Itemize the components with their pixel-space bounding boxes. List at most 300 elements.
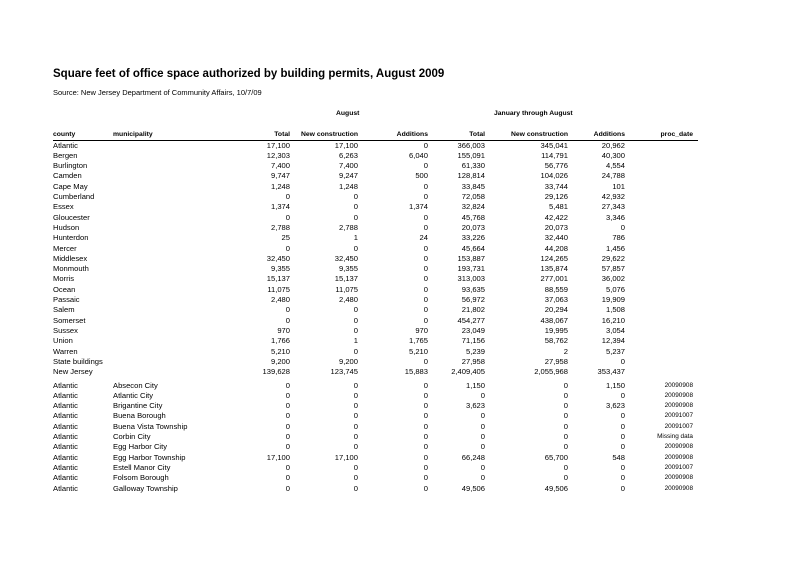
cell-new-construction: 0: [353, 421, 358, 431]
cell-county: Atlantic: [53, 380, 78, 390]
table-row: [0, 391, 800, 401]
cell-additions: 15,883: [404, 367, 428, 377]
cell-county: Passaic: [53, 295, 80, 304]
cell-ytd-additions: 0: [620, 442, 625, 452]
group-label-ytd: January through August: [494, 110, 573, 117]
table-row: [0, 141, 800, 151]
cell-county: Atlantic: [53, 401, 78, 411]
cell-proc-date: 20090908: [664, 443, 693, 451]
table-row: [0, 264, 800, 274]
cell-total: 15,137: [266, 274, 290, 284]
cell-ytd-new-construction: 56,776: [544, 161, 568, 171]
cell-additions: 0: [423, 161, 428, 171]
cell-additions: 0: [423, 212, 428, 222]
cell-ytd-total: 23,049: [461, 325, 485, 335]
cell-ytd-new-construction: 88,559: [544, 284, 568, 294]
cell-additions: 0: [423, 401, 428, 411]
cell-ytd-total: 0: [480, 442, 485, 452]
cell-ytd-new-construction: 19,995: [544, 325, 568, 335]
cell-new-construction: 123,745: [330, 367, 358, 377]
table-row: [0, 161, 800, 171]
header-additions: Additions: [396, 131, 428, 138]
header-proc-date: proc_date: [660, 131, 693, 138]
cell-proc-date: 20091007: [664, 463, 693, 471]
table-row: [0, 316, 800, 326]
cell-new-construction: 0: [353, 346, 358, 356]
cell-total: 1,248: [270, 181, 290, 191]
cell-total: 25: [281, 233, 290, 243]
cell-ytd-additions: 24,788: [601, 171, 625, 181]
cell-new-construction: 0: [353, 305, 358, 315]
cell-county: Cumberland: [53, 192, 95, 201]
table-row: [0, 171, 800, 181]
cell-county: Camden: [53, 171, 82, 181]
cell-proc-date: 20090908: [664, 474, 693, 482]
cell-county: Atlantic: [53, 462, 78, 472]
cell-municipality: Egg Harbor Township: [113, 452, 186, 462]
cell-ytd-additions: 20,962: [601, 140, 625, 150]
cell-total: 11,075: [267, 284, 290, 294]
table-row: [0, 151, 800, 161]
cell-ytd-new-construction: 124,265: [540, 253, 568, 263]
cell-total: 9,747: [270, 171, 290, 181]
cell-municipality: Buena Borough: [113, 411, 166, 421]
cell-ytd-additions: 3,054: [605, 325, 625, 335]
cell-new-construction: 9,247: [338, 171, 358, 181]
cell-ytd-total: 0: [480, 421, 485, 431]
cell-additions: 0: [423, 284, 428, 294]
cell-county: Atlantic: [53, 442, 78, 452]
cell-total: 0: [285, 432, 290, 441]
cell-ytd-additions: 12,394: [601, 336, 625, 346]
cell-ytd-additions: 4,554: [605, 161, 625, 171]
header-municipality: municipality: [113, 131, 153, 138]
cell-total: 32,450: [266, 253, 290, 263]
table-row: [0, 411, 800, 421]
cell-total: 5,210: [270, 346, 290, 356]
table-row: [0, 453, 800, 463]
cell-new-construction: 17,100: [334, 140, 358, 150]
cell-ytd-additions: 5,076: [605, 284, 625, 294]
cell-total: 970: [277, 325, 290, 335]
cell-county: Salem: [53, 305, 75, 315]
cell-additions: 500: [415, 171, 428, 181]
table-row: [0, 254, 800, 264]
cell-total: 139,628: [262, 367, 290, 377]
cell-additions: 24: [419, 233, 428, 243]
cell-ytd-additions: 0: [620, 356, 625, 366]
cell-ytd-new-construction: 58,762: [544, 336, 568, 346]
cell-total: 2,788: [270, 222, 290, 232]
cell-ytd-additions: 0: [620, 473, 625, 483]
cell-new-construction: 0: [353, 432, 358, 441]
cell-county: Atlantic: [53, 390, 78, 400]
cell-total: 0: [285, 212, 290, 222]
cell-county: Ocean: [53, 284, 76, 294]
cell-total: 0: [285, 380, 290, 390]
cell-new-construction: 0: [353, 325, 358, 335]
cell-ytd-additions: 19,909: [601, 295, 625, 304]
cell-additions: 0: [423, 274, 428, 284]
cell-county: Atlantic: [53, 473, 78, 483]
cell-new-construction: 0: [353, 442, 358, 452]
cell-ytd-additions: 0: [620, 421, 625, 431]
cell-ytd-total: 454,277: [457, 315, 485, 325]
cell-proc-date: 20091007: [664, 412, 693, 420]
cell-ytd-additions: 29,622: [601, 253, 625, 263]
table-row: [0, 367, 800, 377]
cell-ytd-additions: 1,508: [605, 305, 625, 315]
cell-additions: 0: [423, 315, 428, 325]
cell-county: Essex: [53, 202, 74, 212]
cell-municipality: Buena Vista Township: [113, 421, 188, 431]
cell-total: 2,480: [270, 295, 290, 304]
cell-municipality: Atlantic City: [113, 390, 154, 400]
cell-ytd-new-construction: 0: [563, 473, 568, 483]
cell-ytd-total: 3,623: [465, 401, 485, 411]
cell-ytd-total: 33,226: [461, 233, 485, 243]
cell-ytd-additions: 1,456: [605, 243, 625, 253]
cell-proc-date: Missing data: [657, 433, 693, 440]
cell-proc-date: 20091007: [664, 422, 693, 430]
cell-county: Hudson: [53, 222, 80, 232]
cell-additions: 0: [423, 222, 428, 232]
cell-ytd-additions: 353,437: [597, 367, 625, 377]
cell-proc-date: 20090908: [664, 484, 693, 492]
cell-county: Middlesex: [53, 253, 88, 263]
table-row: [0, 347, 800, 357]
cell-ytd-new-construction: 32,440: [544, 233, 568, 243]
cell-new-construction: 0: [353, 212, 358, 222]
cell-ytd-new-construction: 345,041: [540, 140, 568, 150]
header-ytd-new-construction: New construction: [510, 131, 568, 138]
cell-total: 0: [285, 390, 290, 400]
source-line: Source: New Jersey Department of Community Affairs, 10/7/09: [53, 88, 262, 97]
cell-county: Atlantic: [53, 140, 78, 150]
cell-county: Gloucester: [53, 212, 90, 222]
cell-additions: 5,210: [408, 346, 428, 356]
cell-ytd-total: 93,635: [461, 284, 485, 294]
cell-additions: 0: [423, 295, 428, 304]
cell-ytd-additions: 42,932: [601, 192, 625, 201]
table-row: [0, 401, 800, 411]
table-row: [0, 473, 800, 483]
cell-additions: 0: [423, 264, 428, 274]
cell-county: Atlantic: [53, 411, 78, 421]
cell-new-construction: 17,100: [334, 452, 358, 462]
cell-county: Bergen: [53, 150, 78, 160]
cell-ytd-total: 61,330: [461, 161, 485, 171]
cell-ytd-total: 33,845: [461, 181, 485, 191]
cell-new-construction: 1: [353, 233, 358, 243]
cell-additions: 0: [423, 421, 428, 431]
cell-ytd-new-construction: 0: [563, 462, 568, 472]
table-row: [0, 442, 800, 452]
cell-ytd-total: 72,058: [461, 192, 485, 201]
header-total: Total: [274, 131, 290, 138]
cell-ytd-new-construction: 0: [563, 380, 568, 390]
cell-ytd-additions: 0: [620, 411, 625, 421]
cell-additions: 1,374: [408, 202, 428, 212]
cell-total: 0: [285, 192, 290, 201]
cell-municipality: Egg Harbor City: [113, 442, 168, 452]
table-row: [0, 182, 800, 192]
cell-total: 0: [285, 315, 290, 325]
cell-ytd-new-construction: 277,001: [540, 274, 568, 284]
cell-total: 0: [285, 442, 290, 452]
cell-new-construction: 0: [353, 483, 358, 493]
table-row: [0, 192, 800, 202]
cell-additions: 0: [423, 356, 428, 366]
cell-ytd-total: 0: [480, 473, 485, 483]
cell-additions: 0: [423, 452, 428, 462]
cell-county: State buildings: [53, 356, 103, 366]
cell-proc-date: 20090908: [664, 402, 693, 410]
cell-proc-date: 20090908: [664, 453, 693, 461]
cell-ytd-total: 21,802: [461, 305, 485, 315]
cell-ytd-additions: 548: [612, 452, 625, 462]
header-ytd-additions: Additions: [593, 131, 625, 138]
cell-ytd-total: 0: [480, 411, 485, 421]
table-row: [0, 244, 800, 254]
cell-new-construction: 0: [353, 192, 358, 201]
cell-total: 1,374: [270, 202, 290, 212]
cell-ytd-new-construction: 114,791: [541, 150, 568, 160]
cell-ytd-new-construction: 20,294: [544, 305, 568, 315]
cell-new-construction: 2,480: [338, 295, 358, 304]
table-row: [0, 285, 800, 295]
cell-municipality: Absecon City: [113, 380, 158, 390]
cell-county: Cape May: [53, 181, 88, 191]
table-row: [0, 357, 800, 367]
cell-ytd-additions: 57,857: [601, 264, 625, 274]
cell-new-construction: 15,137: [334, 274, 358, 284]
cell-municipality: Estell Manor City: [113, 462, 171, 472]
cell-county: Mercer: [53, 243, 77, 253]
cell-ytd-additions: 40,300: [601, 150, 625, 160]
table-row: [0, 223, 800, 233]
cell-ytd-total: 366,003: [457, 140, 485, 150]
cell-new-construction: 9,200: [338, 356, 358, 366]
cell-municipality: Brigantine City: [113, 401, 163, 411]
cell-proc-date: 20090908: [664, 381, 693, 389]
cell-additions: 0: [423, 243, 428, 253]
table-row: [0, 463, 800, 473]
cell-additions: 0: [423, 192, 428, 201]
cell-total: 9,200: [270, 356, 290, 366]
cell-county: Warren: [53, 346, 78, 356]
cell-total: 17,100: [266, 452, 290, 462]
cell-new-construction: 0: [353, 380, 358, 390]
cell-additions: 0: [423, 305, 428, 315]
cell-ytd-new-construction: 33,744: [544, 181, 568, 191]
table-row: [0, 274, 800, 284]
cell-ytd-new-construction: 29,126: [544, 192, 568, 201]
cell-ytd-additions: 16,210: [601, 315, 625, 325]
cell-new-construction: 0: [353, 202, 358, 212]
cell-additions: 0: [423, 140, 428, 150]
table-row: [0, 233, 800, 243]
cell-ytd-new-construction: 2,055,968: [534, 367, 568, 377]
cell-ytd-total: 32,824: [461, 202, 485, 212]
cell-ytd-total: 155,091: [457, 150, 485, 160]
cell-total: 0: [285, 473, 290, 483]
cell-ytd-additions: 27,343: [601, 202, 625, 212]
cell-county: Hunterdon: [53, 233, 89, 243]
cell-ytd-total: 45,768: [461, 212, 485, 222]
cell-additions: 6,040: [408, 150, 428, 160]
cell-ytd-total: 66,248: [461, 452, 485, 462]
cell-municipality: Corbin City: [113, 432, 151, 441]
cell-new-construction: 1: [353, 336, 358, 346]
cell-ytd-total: 5,239: [465, 346, 485, 356]
cell-ytd-total: 128,814: [457, 171, 485, 181]
table-row: [0, 213, 800, 223]
cell-total: 0: [285, 305, 290, 315]
cell-new-construction: 0: [353, 243, 358, 253]
cell-ytd-new-construction: 37,063: [544, 295, 568, 304]
cell-ytd-additions: 0: [620, 432, 625, 441]
cell-ytd-additions: 0: [620, 483, 625, 493]
cell-new-construction: 2,788: [338, 222, 358, 232]
cell-ytd-total: 45,664: [461, 243, 485, 253]
cell-ytd-total: 49,506: [461, 483, 485, 493]
cell-total: 0: [285, 411, 290, 421]
table-row: [0, 202, 800, 212]
cell-county: Monmouth: [53, 264, 89, 274]
cell-ytd-new-construction: 65,700: [544, 452, 568, 462]
cell-ytd-additions: 3,623: [605, 401, 625, 411]
cell-total: 1,766: [270, 336, 290, 346]
cell-additions: 0: [423, 442, 428, 452]
cell-ytd-additions: 101: [612, 181, 625, 191]
cell-additions: 0: [423, 483, 428, 493]
cell-ytd-new-construction: 20,073: [544, 222, 568, 232]
cell-ytd-total: 153,887: [457, 253, 485, 263]
cell-ytd-total: 71,156: [461, 336, 485, 346]
cell-total: 17,100: [266, 140, 290, 150]
cell-ytd-total: 2,409,405: [451, 367, 485, 377]
cell-ytd-new-construction: 27,958: [544, 356, 568, 366]
table-row: [0, 326, 800, 336]
cell-total: 0: [285, 243, 290, 253]
cell-municipality: Galloway Township: [113, 483, 178, 493]
cell-additions: 0: [423, 390, 428, 400]
cell-ytd-additions: 3,346: [605, 212, 625, 222]
cell-ytd-total: 27,958: [461, 356, 485, 366]
cell-county: Sussex: [53, 325, 78, 335]
cell-ytd-additions: 0: [620, 222, 625, 232]
cell-county: Union: [53, 336, 73, 346]
cell-new-construction: 9,355: [338, 264, 358, 274]
cell-ytd-new-construction: 0: [563, 442, 568, 452]
cell-county: New Jersey: [53, 367, 93, 377]
cell-county: Atlantic: [53, 421, 78, 431]
cell-ytd-new-construction: 2: [563, 346, 568, 356]
cell-ytd-total: 313,003: [457, 274, 485, 284]
cell-ytd-total: 1,150: [465, 380, 485, 390]
cell-ytd-additions: 5,237: [605, 346, 625, 356]
cell-county: Atlantic: [53, 483, 78, 493]
table-row: [0, 422, 800, 432]
cell-additions: 0: [423, 411, 428, 421]
document-title: Square feet of office space authorized by building permits, August 2009: [53, 68, 445, 80]
cell-ytd-new-construction: 0: [563, 411, 568, 421]
cell-municipality: Folsom Borough: [113, 473, 169, 483]
table-row: [0, 381, 800, 391]
header-ytd-total: Total: [469, 131, 485, 138]
cell-total: 0: [285, 421, 290, 431]
cell-new-construction: 0: [353, 315, 358, 325]
cell-ytd-total: 193,731: [457, 264, 485, 274]
cell-additions: 0: [423, 253, 428, 263]
header-new-construction: New construction: [300, 131, 358, 138]
cell-ytd-additions: 0: [620, 390, 625, 400]
table-row: [0, 295, 800, 305]
cell-new-construction: 0: [353, 473, 358, 483]
cell-ytd-total: 20,073: [461, 222, 485, 232]
cell-ytd-additions: 0: [620, 462, 625, 472]
cell-county: Atlantic: [53, 432, 78, 441]
cell-additions: 0: [423, 181, 428, 191]
table-row: [0, 336, 800, 346]
table-row: [0, 432, 800, 442]
cell-county: Morris: [53, 274, 75, 284]
cell-ytd-additions: 786: [612, 233, 625, 243]
cell-ytd-total: 0: [480, 390, 485, 400]
cell-total: 0: [285, 483, 290, 493]
cell-additions: 970: [415, 325, 428, 335]
table-row: [0, 305, 800, 315]
cell-new-construction: 0: [353, 462, 358, 472]
cell-ytd-new-construction: 0: [563, 390, 568, 400]
cell-ytd-new-construction: 0: [563, 401, 568, 411]
cell-additions: 0: [423, 380, 428, 390]
cell-ytd-new-construction: 44,208: [544, 243, 568, 253]
cell-county: Atlantic: [53, 452, 78, 462]
cell-new-construction: 32,450: [334, 253, 358, 263]
cell-ytd-additions: 36,002: [601, 274, 625, 284]
cell-ytd-total: 56,972: [461, 295, 485, 304]
cell-additions: 1,765: [408, 336, 428, 346]
cell-additions: 0: [423, 473, 428, 483]
cell-county: Somerset: [53, 315, 86, 325]
cell-ytd-additions: 1,150: [605, 380, 625, 390]
table-row: [0, 484, 800, 494]
cell-total: 12,303: [266, 150, 290, 160]
cell-new-construction: 0: [353, 411, 358, 421]
cell-total: 0: [285, 462, 290, 472]
cell-new-construction: 0: [353, 390, 358, 400]
cell-new-construction: 7,400: [338, 161, 358, 171]
cell-total: 9,355: [270, 264, 290, 274]
cell-ytd-new-construction: 438,067: [540, 315, 568, 325]
cell-additions: 0: [423, 432, 428, 441]
cell-ytd-new-construction: 104,026: [540, 171, 568, 181]
cell-ytd-new-construction: 135,874: [540, 264, 568, 274]
cell-proc-date: 20090908: [664, 391, 693, 399]
cell-new-construction: 0: [353, 401, 358, 411]
cell-ytd-total: 0: [480, 432, 485, 441]
cell-new-construction: 1,248: [338, 181, 358, 191]
cell-additions: 0: [423, 462, 428, 472]
cell-county: Burlington: [53, 161, 88, 171]
cell-ytd-new-construction: 0: [563, 432, 568, 441]
cell-ytd-new-construction: 5,481: [548, 202, 568, 212]
cell-new-construction: 6,263: [338, 150, 358, 160]
header-county: county: [53, 131, 76, 138]
cell-ytd-total: 0: [480, 462, 485, 472]
